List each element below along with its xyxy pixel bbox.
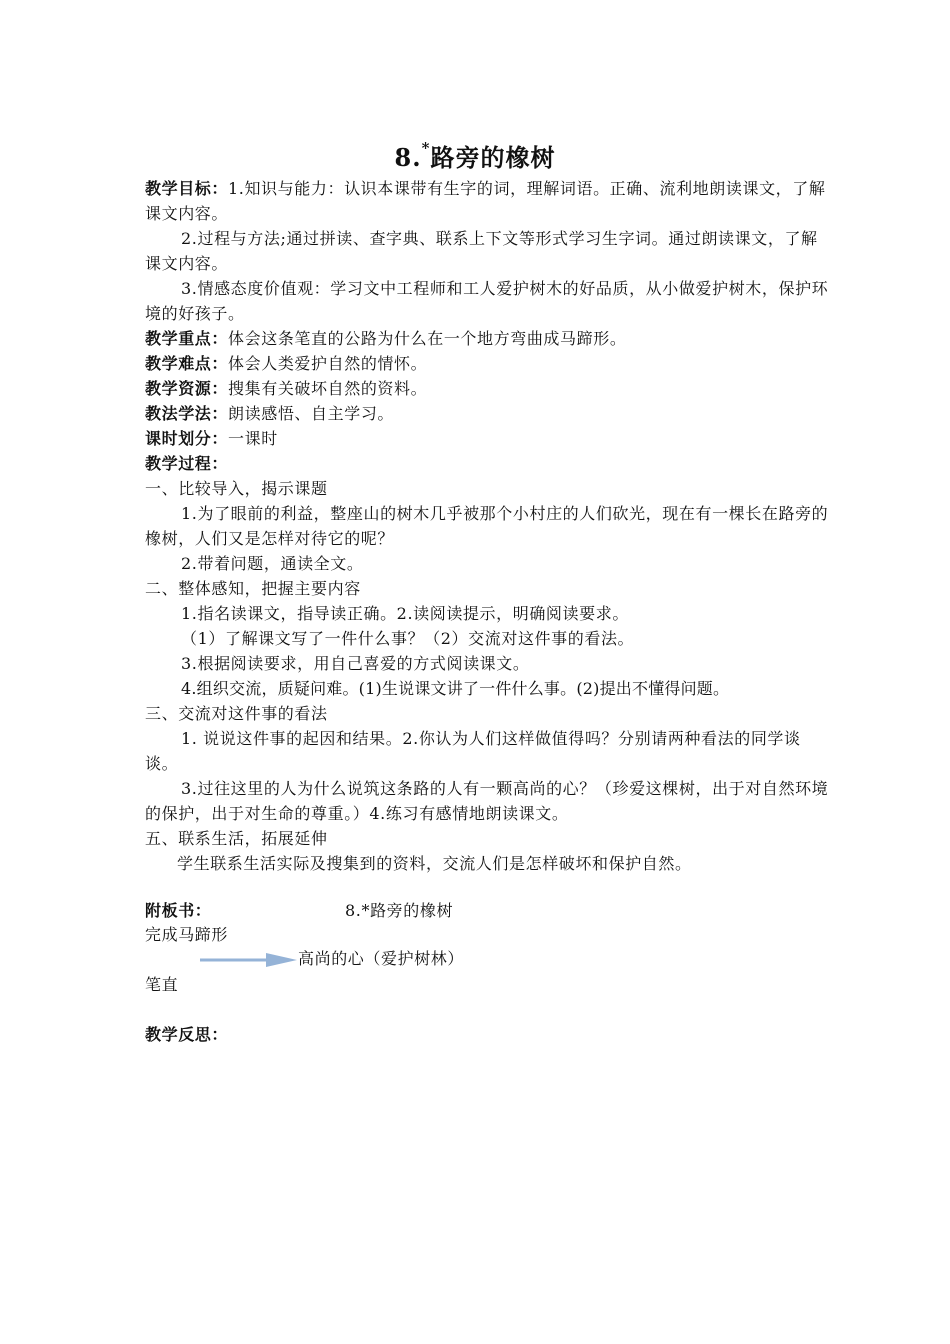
difficulty-text: 体会人类爱护自然的情怀。 bbox=[228, 354, 428, 373]
section-1-para-2: 2.带着问题，通读全文。 bbox=[181, 554, 364, 573]
resources-line bbox=[145, 376, 830, 401]
resources-label: 教学资源： bbox=[145, 379, 229, 398]
board-word-1: 完成马蹄形 bbox=[145, 925, 229, 944]
title-star: * bbox=[421, 139, 431, 157]
section-3-para-2: 3.过往这里的人为什么说筑这条路的人有一颗高尚的心？（珍爱这棵树，出于对自然环境的保护，出于对生命的尊重。）4.练习有感情地朗读课文。 bbox=[145, 779, 829, 823]
section-5-heading: 五、联系生活，拓展延伸 bbox=[145, 829, 328, 848]
methods-text: 朗读感悟、自主学习。 bbox=[228, 404, 395, 423]
methods-label: 教法学法： bbox=[145, 404, 229, 423]
process-label: 教学过程： bbox=[145, 454, 229, 473]
section-2-para-3: 3.根据阅读要求，用自己喜爱的方式阅读课文。 bbox=[181, 654, 530, 673]
section-5-para-1: 学生联系生活实际及搜集到的资料，交流人们是怎样破坏和保护自然。 bbox=[177, 854, 692, 873]
section-2-para-1: 1.指名读课文，指导读正确。2.读阅读提示，明确阅读要求。 bbox=[181, 604, 629, 623]
goals-line-1 bbox=[145, 176, 830, 226]
focus-line bbox=[145, 326, 830, 351]
goal-1: 1.知识与能力：认识本课带有生字的词，理解词语。正确、流利地朗读课文，了解课文内容。 bbox=[145, 179, 826, 223]
difficulty-label: 教学难点： bbox=[145, 354, 229, 373]
period-line bbox=[145, 426, 830, 451]
period-text: 一课时 bbox=[228, 429, 278, 448]
title-number: 8. bbox=[394, 143, 422, 172]
focus-text: 体会这条笔直的公路为什么在一个地方弯曲成马蹄形。 bbox=[228, 329, 627, 348]
board-arrow-icon bbox=[200, 950, 300, 970]
board-word-2: 笔直 bbox=[145, 975, 179, 994]
lesson-body bbox=[145, 176, 830, 876]
section-2-para-4: 4.组织交流，质疑问难。(1)生说课文讲了一件什么事。(2)提出不懂得问题。 bbox=[181, 679, 730, 698]
goal-3: 3.情感态度价值观：学习文中工程师和工人爱护树木的好品质，从小做爱护树木，保护环境的好孩子。 bbox=[145, 279, 829, 323]
section-3-heading: 三、交流对这件事的看法 bbox=[145, 704, 328, 723]
goal-2: 2.过程与方法;通过拼读、查字典、联系上下文等形式学习生字词。通过朗读课文，了解课文内容。 bbox=[145, 229, 818, 273]
goals-label: 教学目标： bbox=[145, 179, 229, 198]
methods-line bbox=[145, 401, 830, 426]
lesson-title bbox=[0, 138, 950, 173]
title-text: 路旁的橡树 bbox=[430, 143, 556, 172]
section-1-heading: 一、比较导入，揭示课题 bbox=[145, 479, 328, 498]
section-2-para-2: （1）了解课文写了一件什么事？（2）交流对这件事的看法。 bbox=[181, 629, 635, 648]
resources-text: 搜集有关破坏自然的资料。 bbox=[228, 379, 428, 398]
section-3-para-1: 1. 说说这件事的起因和结果。2.你认为人们这样做值得吗？分别请两种看法的同学谈谈。 bbox=[145, 729, 801, 773]
reflection-label: 教学反思： bbox=[145, 1025, 229, 1044]
board-arrow-text: 高尚的心（爱护树林） bbox=[298, 949, 465, 968]
period-label: 课时划分： bbox=[145, 429, 229, 448]
focus-label: 教学重点： bbox=[145, 329, 229, 348]
board-title: 8.*路旁的橡树 bbox=[345, 901, 454, 920]
board-label: 附板书： bbox=[145, 901, 212, 920]
section-1-para-1: 1.为了眼前的利益，整座山的树木几乎被那个小村庄的人们砍光，现在有一棵长在路旁的橡树，人们又是怎样对待它的呢？ bbox=[145, 504, 829, 548]
difficulty-line bbox=[145, 351, 830, 376]
section-2-heading: 二、整体感知，把握主要内容 bbox=[145, 579, 361, 598]
